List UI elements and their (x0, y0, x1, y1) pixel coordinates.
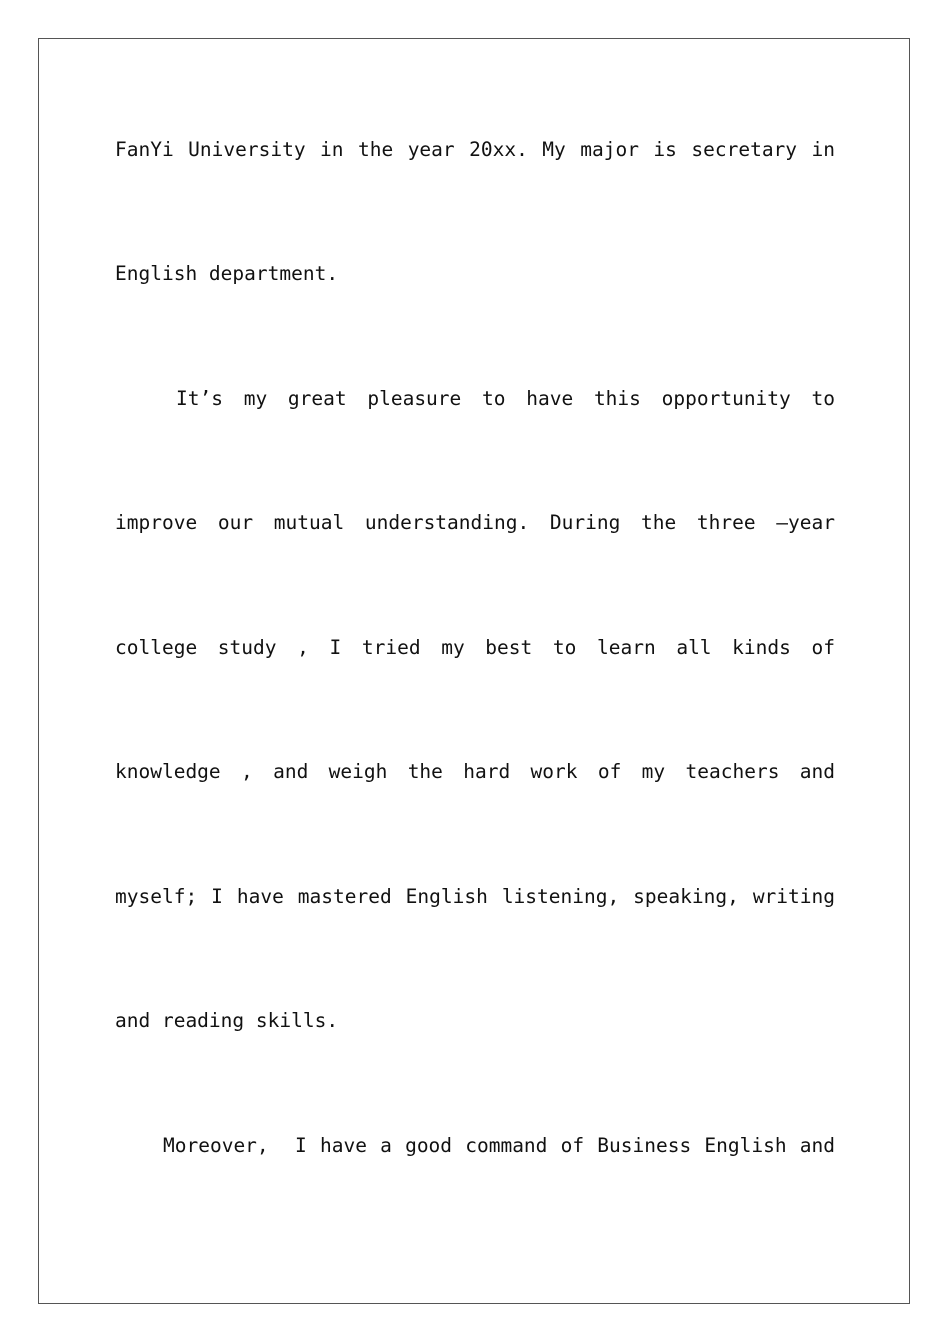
body-line-5: college study , I tried my best to learn all kinds of (115, 636, 835, 659)
body-line-4: improve our mutual understanding. During the three –year (115, 511, 835, 534)
body-line-6: knowledge , and weigh the hard work of my teachers and (115, 760, 835, 783)
body-line-7: myself; I have mastered English listening, speaking, writing (115, 885, 835, 908)
page-border (38, 38, 910, 1304)
body-line-8: and reading skills. (115, 1009, 339, 1032)
body-line-3-indented: It’s my great pleasure to have this opportunity to (176, 387, 835, 410)
body-line-1: FanYi University in the year 20xx. My major is secretary in (115, 138, 835, 161)
body-line-9-indented: Moreover, I have a good command of Business English and (163, 1134, 835, 1157)
body-line-2: English department. (115, 262, 339, 285)
